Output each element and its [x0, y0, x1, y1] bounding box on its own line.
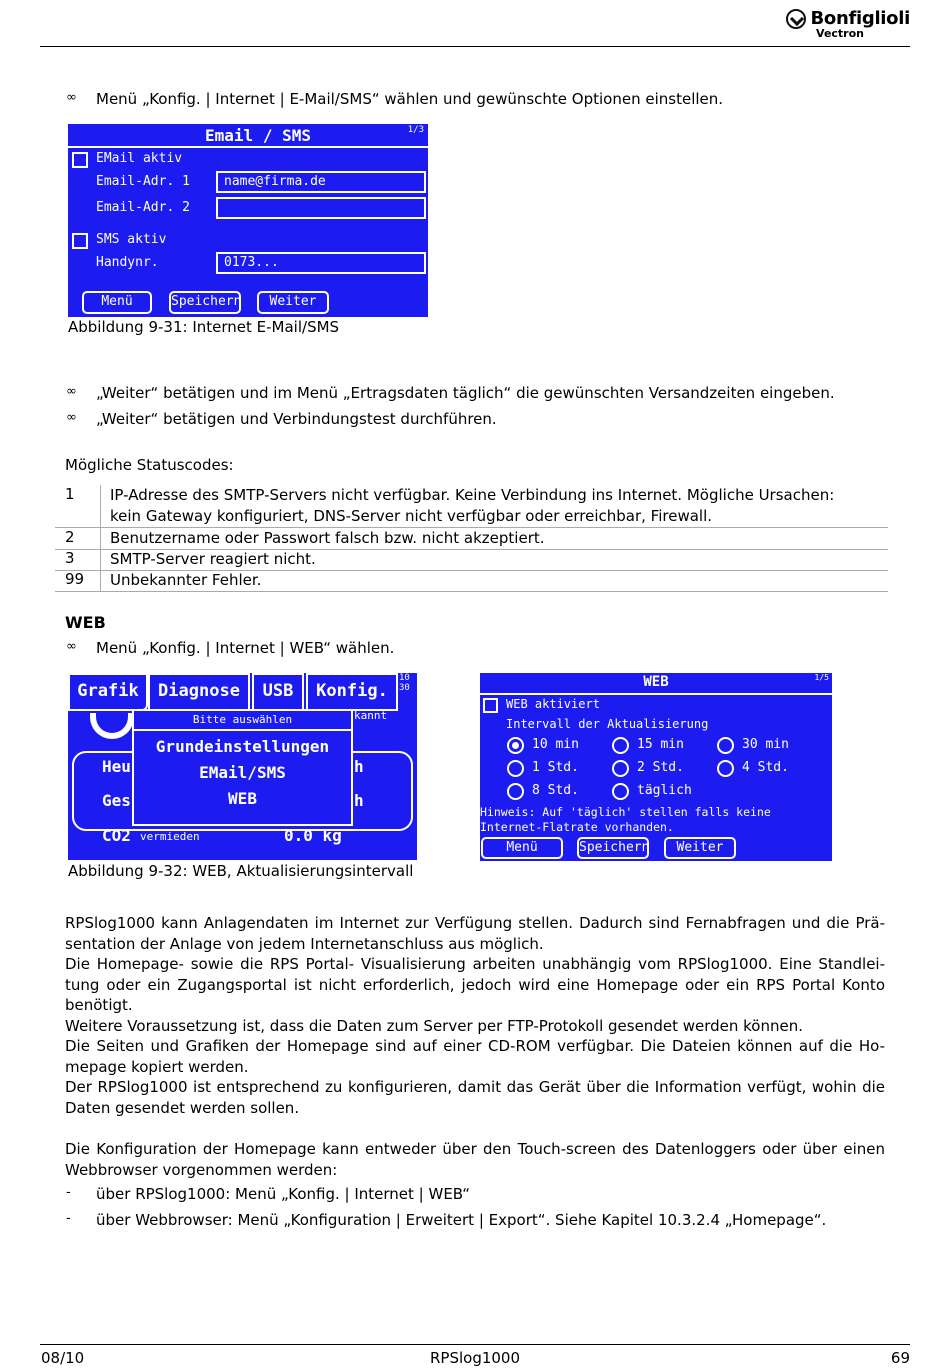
status-row: 3 SMTP-Server reagiert nicht.	[55, 549, 888, 571]
mobile-field[interactable]: 0173...	[216, 252, 426, 274]
header-divider	[40, 46, 910, 47]
radio-15-min[interactable]	[612, 737, 629, 754]
radio-8-std[interactable]	[507, 783, 524, 800]
next-button[interactable]: Weiter	[257, 291, 329, 314]
email-addr2-field[interactable]	[216, 197, 426, 219]
web-settings-screen: WEB 1/5 WEB aktiviert Intervall der Aktualisierung 10 min 15 min 30 min 1 Std. 2 Std. 4 Std. 8 Std. täglich Hinweis: Auf 'täglich' stellen falls keine Internet-Flatrate vorhanden. Menü Speichern Weiter	[480, 673, 832, 861]
popup-title: Bitte auswählen	[192, 713, 293, 726]
paragraph: RPSlog1000 kann Anlagendaten im Internet zur Verfügung stellen. Dadurch sind Fernabfragen und die Prä-sentation der Anlage von jedem Internetanschluss aus möglich.	[65, 914, 885, 953]
interval-label: Intervall der Aktualisierung	[506, 717, 709, 731]
bullet-weiter-1: ∞ „Weiter“ betätigen und im Menü „Ertragsdaten täglich“ die gewünschten Versandzeiten eingeben.	[66, 384, 835, 402]
email-active-label: EMail aktiv	[96, 151, 183, 166]
web-active-label: WEB aktiviert	[506, 697, 600, 711]
radio-taeglich[interactable]	[612, 783, 629, 800]
email-addr1-field[interactable]: name@firma.de	[216, 171, 426, 193]
intro-bullet: ∞ Menü „Konfig. | Internet | E-Mail/SMS“ wählen und gewünschte Optionen einstellen.	[66, 90, 724, 108]
hint-line-2: Internet-Flatrate vorhanden.	[480, 820, 674, 834]
save-button[interactable]: Speichern	[169, 291, 241, 314]
screen-title: Email / SMS	[205, 126, 311, 145]
infinity-bullet-icon: ∞	[66, 639, 77, 654]
body-text	[65, 913, 885, 1118]
web-bullet: ∞ Menü „Konfig. | Internet | WEB“ wählen.	[66, 639, 395, 657]
next-button[interactable]: Weiter	[664, 837, 736, 859]
caption-figure-31: Abbildung 9-31: Internet E-Mail/SMS	[68, 318, 340, 336]
status-row: 2 Benutzername oder Passwort falsch bzw. nicht akzeptiert.	[55, 528, 888, 550]
bonfiglioli-logo-icon	[786, 9, 806, 29]
radio-10-min[interactable]	[507, 737, 524, 754]
save-button[interactable]: Speichern	[577, 837, 649, 859]
popup-item-email-sms[interactable]: EMail/SMS	[199, 763, 286, 782]
paragraph: Weitere Voraussetzung ist, dass die Daten zum Server per FTP-Protokoll gesendet werden können.	[65, 1016, 803, 1035]
web-heading: WEB	[65, 613, 106, 632]
corner-time: 10 30	[399, 673, 410, 693]
selection-popup	[132, 709, 353, 826]
config-menu-screen: Grafik Diagnose USB Konfig. 10 30 kannt Heu h Ges h CO2 vermieden 0.0 kg Bitte auswählen Grundeinstellungen EMail/SMS WEB	[68, 673, 417, 860]
brand-sub: Vectron	[816, 27, 864, 40]
popup-item-web[interactable]: WEB	[228, 789, 257, 808]
sms-active-label: SMS aktiv	[96, 232, 167, 247]
page-indicator: 1/5	[814, 673, 829, 682]
email-sms-screen	[68, 124, 428, 317]
status-row: 99 Unbekannter Fehler.	[55, 570, 888, 592]
infinity-bullet-icon: ∞	[66, 384, 77, 399]
footer-page-number: 69	[890, 1349, 910, 1367]
footer-product: RPSlog1000	[429, 1349, 521, 1367]
menu-button[interactable]: Menü	[481, 837, 563, 859]
page-indicator: 1/3	[407, 125, 424, 135]
status-title: Mögliche Statuscodes:	[65, 456, 234, 474]
mobile-label: Handynr.	[96, 255, 159, 270]
popup-item-grundeinstellungen[interactable]: Grundeinstellungen	[155, 737, 330, 756]
menu-button[interactable]: Menü	[82, 291, 152, 314]
radio-2-std[interactable]	[612, 760, 629, 777]
footer-divider	[40, 1344, 910, 1345]
radio-4-std[interactable]	[717, 760, 734, 777]
sun-logo-icon	[90, 713, 134, 739]
radio-30-min[interactable]	[717, 737, 734, 754]
email-addr1-label: Email-Adr. 1	[96, 174, 190, 189]
paragraph: Die Seiten und Grafiken der Homepage sind auf einer CD-ROM verfügbar. Die Dateien können auf die Ho-mepage kopiert werden.	[65, 1037, 885, 1076]
web-active-checkbox[interactable]	[483, 698, 498, 713]
paragraph: Die Homepage- sowie die RPS Portal- Visualisierung arbeiten unabhängig vom RPSlog1000. Eine Standlei-tung oder ein Zugangsportal ist nicht erforderlich, jedoch wird eine Homepage oder ein RPS Portal Konto benötigt.	[65, 955, 885, 1014]
status-row: 1 IP-Adresse des SMTP-Servers nicht verfügbar. Keine Verbindung ins Internet. Mögliche Ursachen: kein Gateway konfiguriert, DNS-Server nicht verfügbar oder erreichbar, Firewall.	[55, 485, 888, 528]
email-addr2-label: Email-Adr. 2	[96, 200, 190, 215]
email-active-checkbox[interactable]	[72, 152, 88, 168]
brand-logo	[786, 8, 910, 40]
config-paragraph: Die Konfiguration der Homepage kann entweder über den Touch-screen des Datenloggers oder über einen Webbrowser vorgenommen werden:	[65, 1140, 885, 1179]
tab-diagnose[interactable]: Diagnose	[148, 673, 250, 711]
paragraph: Der RPSlog1000 ist entsprechend zu konfigurieren, damit das Gerät über die Information verfügt, wohin die Daten gesendet werden sollen.	[65, 1078, 885, 1117]
screen-title: WEB	[643, 674, 669, 690]
bullet-weiter-2: ∞ „Weiter“ betätigen und Verbindungstest durchführen.	[66, 410, 497, 428]
caption-figure-32: Abbildung 9-32: WEB, Aktualisierungsintervall	[68, 862, 414, 880]
tab-usb[interactable]: USB	[252, 673, 304, 711]
tab-konfig[interactable]: Konfig.	[306, 673, 398, 711]
brand-name: Bonfiglioli	[810, 8, 910, 29]
hint-line-1: Hinweis: Auf 'täglich' stellen falls keine	[480, 805, 771, 819]
title-divider	[68, 146, 428, 148]
dash-item: - über Webbrowser: Menü „Konfiguration | Erweitert | Export“. Siehe Kapitel 10.3.2.4 „Homepage“.	[66, 1211, 827, 1229]
infinity-bullet-icon: ∞	[66, 410, 77, 425]
dash-item: - über RPSlog1000: Menü „Konfig. | Internet | WEB“	[66, 1185, 471, 1203]
infinity-bullet-icon: ∞	[66, 90, 77, 105]
footer-date: 08/10	[41, 1349, 85, 1367]
sms-active-checkbox[interactable]	[72, 233, 88, 249]
tab-grafik[interactable]: Grafik	[68, 673, 148, 711]
radio-1-std[interactable]	[507, 760, 524, 777]
